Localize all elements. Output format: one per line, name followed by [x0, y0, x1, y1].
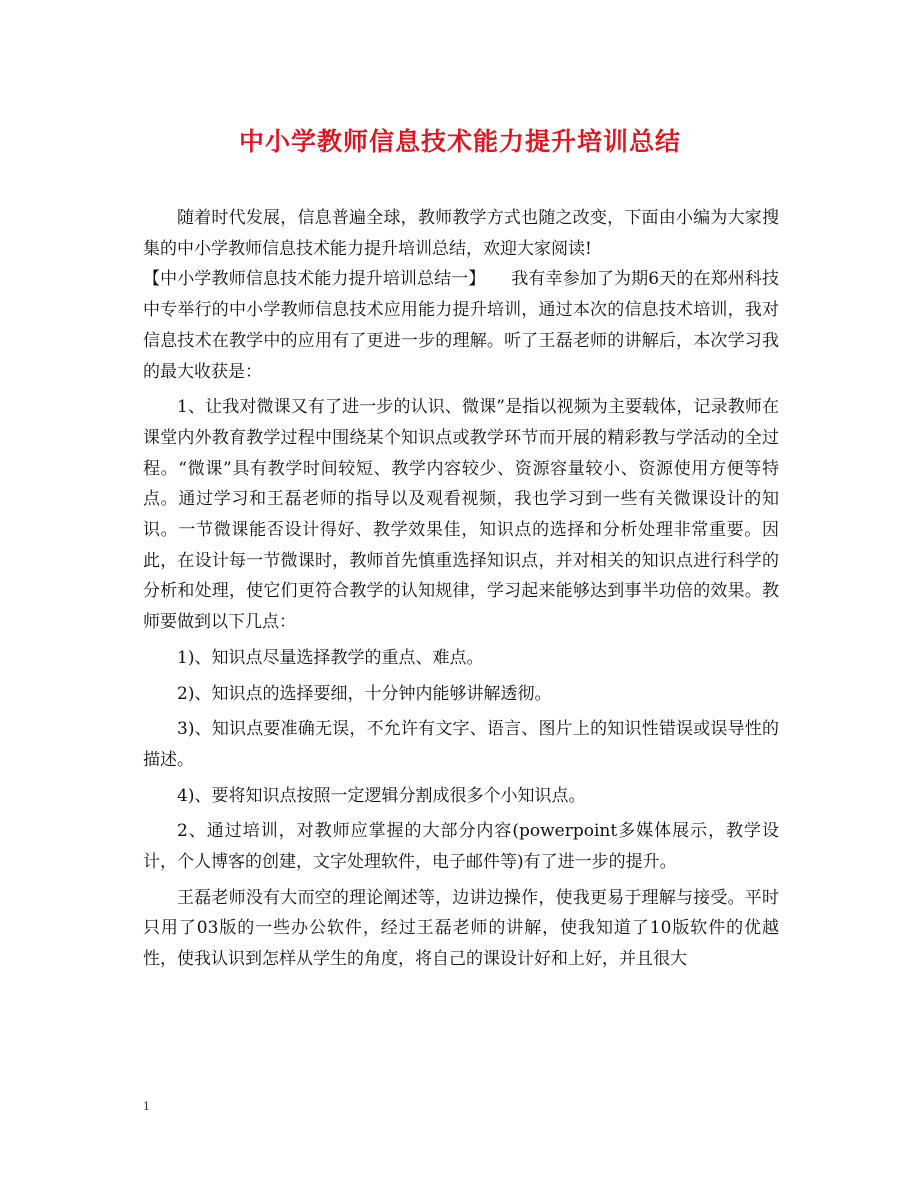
page-number: 1	[143, 1100, 150, 1113]
sub-point-2-paragraph: 2)、知识点的选择要细，十分钟内能够讲解透彻。	[177, 683, 552, 704]
sub-point-1-paragraph: 1)、知识点尽量选择教学的重点、难点。	[177, 647, 484, 668]
document-body	[143, 203, 779, 975]
intro-paragraph: 随着时代发展，信息普遍全球，教师教学方式也随之改变，下面由小编为大家搜集的中小学教师信息技术能力提升培训总结，欢迎大家阅读!	[143, 208, 779, 259]
point-two-paragraph: 2、通过培训，对教师应掌握的大部分内容(powerpoint多媒体展示，教学设计，个人博客的创建，文字处理软件，电子邮件等)有了进一步的提升。	[143, 821, 779, 873]
section-one-paragraph: 【中小学教师信息技术能力提升培训总结一】 我有幸参加了为期6天的在郑州科技中专举行的中小学教师信息技术应用能力提升培训，通过本次的信息技术培训，我对信息技术在教学中的应用有了更进一步的理解。听了王磊老师的讲解后，本次学习我的最大收获是：	[143, 269, 779, 382]
document-title: 中小学教师信息技术能力提升培训总结	[238, 127, 681, 156]
sub-point-3-paragraph: 3)、知识点要准确无误，不允许有文字、语言、图片上的知识性错误或误导性的描述。	[143, 719, 779, 770]
sub-point-4-paragraph: 4)、要将知识点按照一定逻辑分割成很多个小知识点。	[177, 785, 586, 806]
point-one-paragraph: 1、让我对微课又有了进一步的认识、微课”是指以视频为主要载体，记录教师在课堂内外教育教学过程中围绕某个知识点或教学环节而开展的精彩教与学活动的全过程。“微课”具有教学时间较短、教学内容较少、资源容量较小、资源使用方便等特点。通过学习和王磊老师的指导以及观看视频，我也学习到一些有关微课设计的知识。一节微课能否设计得好、教学效果佳，知识点的选择和分析处理非常重要。因此，在设计每一节微课时，教师首先慎重选择知识点，并对相关的知识点进行科学的分析和处理，使它们更符合教学的认知规律，学习起来能够达到事半功倍的效果。教师要做到以下几点：	[143, 397, 779, 633]
teacher-paragraph: 王磊老师没有大而空的理论阐述等，边讲边操作，使我更易于理解与接受。平时只用了03版的一些办公软件，经过王磊老师的讲解，使我知道了10版软件的优越性，使我认识到怎样从学生的角度，将自己的课设计好和上好，并且很大	[143, 887, 779, 970]
